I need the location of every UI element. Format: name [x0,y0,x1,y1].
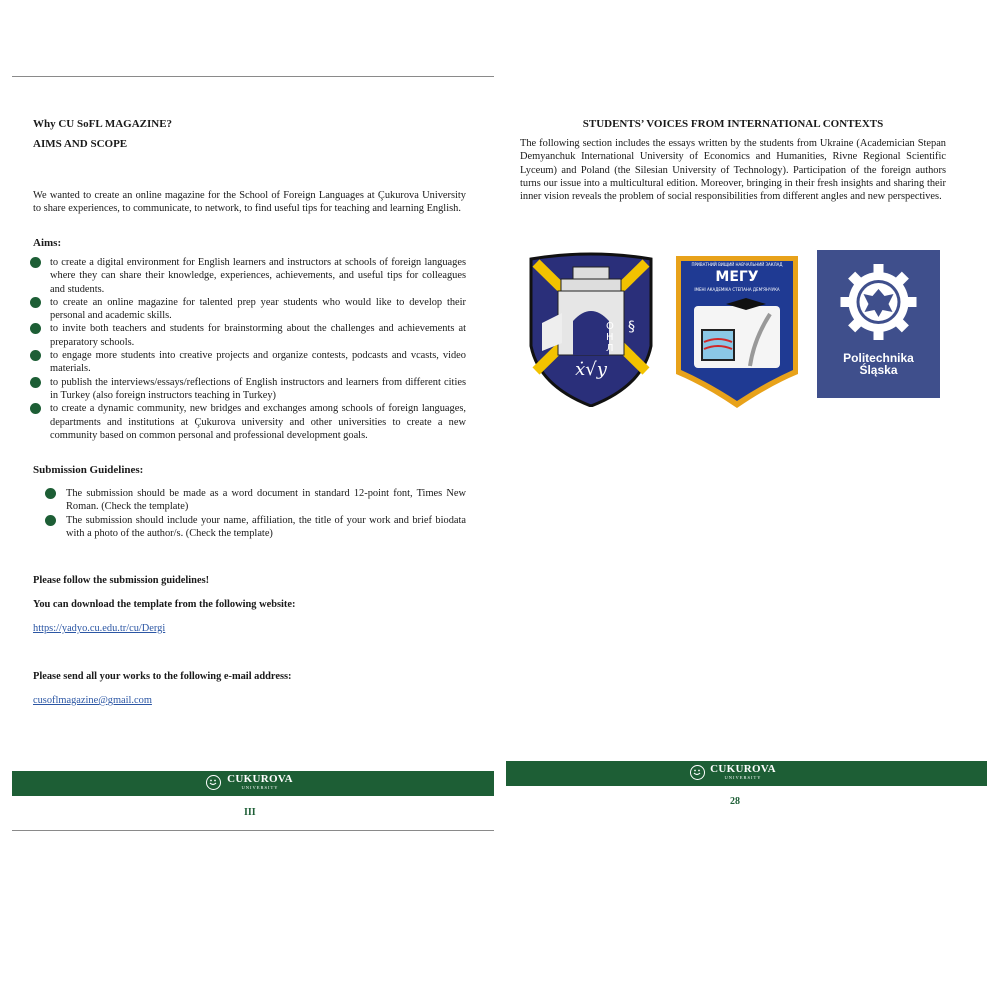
submission-list [45,487,466,540]
magazine-title: Why CU SoFL MAGAZINE? [33,118,173,130]
download-template-text: You can download the template from the following website: [33,599,296,610]
list-item [30,402,466,442]
bullet-icon [30,377,41,388]
brand-subtitle: UNIVERSITY [241,785,279,790]
bullet-icon [45,488,56,499]
aim-text: to create a dynamic community, new bridges and exchanges among schools of foreign languages, departments and institutions at Çukurova university and other universities to create a new community based on common personal and professional development goals. [50,403,466,441]
page-number-left: III [244,807,256,818]
aim-text: to create a digital environment for English learners and instructors at schools of foreign languages where they can share their knowledge, experiences, achievements, and useful tips for colleagues and students. [50,257,466,295]
poli-line1: Politechnika [843,351,914,365]
politechnika-logo [817,250,940,398]
brand-subtitle: UNIVERSITY [724,775,762,780]
submission-heading: Submission Guidelines: [33,464,144,476]
lyceum-formula: ẋ√y [575,359,607,380]
aim-text: to invite both teachers and students for brainstorming about the challenges and achievements at preparatory schools. [50,323,466,348]
list-item [45,514,466,541]
send-works-text: Please send all your works to the following e-mail address: [33,671,292,682]
megu-top-text: ПРИВАТНИЙ ВИЩИЙ НАВЧАЛЬНИЙ ЗАКЛАД [691,262,783,267]
bullet-icon [30,350,41,361]
footer-brand-left [224,774,296,791]
top-rule-left [12,76,494,77]
section-title: STUDENTS’ VOICES FROM INTERNATIONAL CONTEXTS [582,118,884,130]
brand-name: CUKUROVA [227,773,293,785]
list-item [30,256,466,296]
list-item [30,376,466,403]
aim-text: to create an online magazine for talented prep year students who would like to develop their personal and academic skills. [50,296,466,322]
list-item [30,296,466,323]
submission-text: The submission should be made as a word document in standard 12-point font, Times New Roman. (Check the template) [66,488,466,513]
bullet-icon [30,323,41,334]
megu-name: МЕГУ [715,269,759,285]
email-link[interactable]: cusoflmagazine@gmail.com [33,695,152,706]
template-url-link[interactable]: https://yadyo.cu.edu.tr/cu/Dergi [33,623,166,634]
megu-shield-logo [674,254,800,410]
list-item [30,322,466,349]
page-number-right: 28 [730,796,740,807]
lyceum-shield-logo [528,251,654,407]
bullet-icon [30,257,41,268]
submission-text: The submission should include your name, affiliation, the title of your work and brief biodata with a photo of the author/s. (Check the template) [66,514,466,539]
follow-guidelines-text: Please follow the submission guidelines! [33,575,210,586]
aims-heading: Aims: [33,237,62,249]
aim-text: to publish the interviews/essays/reflections of English instructors and learners from different cities in Turkey (also foreign instructors teaching in Turkey) [50,376,466,401]
aims-scope-heading: AIMS AND SCOPE [33,138,128,150]
university-logo-icon [206,775,221,790]
aims-list [30,256,466,442]
bullet-icon [30,403,41,414]
university-logo-icon [690,765,705,780]
list-item [45,487,466,514]
lyceum-letters: ОНЛ [606,321,614,354]
poli-line2: Śląska [859,363,898,377]
megu-sub-text: ІМЕНІ АКАДЕМІКА СТЕПАНА ДЕМ'ЯНЧУКА [694,287,780,292]
bottom-rule-left [12,830,494,831]
bullet-icon [45,515,56,526]
footer-brand-right [707,764,779,781]
brand-name: CUKUROVA [710,763,776,775]
section-body: The following section includes the essays written by the students from Ukraine (Academician Stepan Demyanchuk International University of Economics and Humanities, Rivne Regional Scientific Lyceum) and Poland (the Silesian University of Technology). Participation of the foreign authors turns our issue into a multicultural edition. Moreover, bringing in their fresh insights and sharing their inner vision reveals the problem of social responsibilities from different angles and new perspectives. [520,138,946,203]
svg-text:§: § [628,319,635,335]
list-item [30,349,466,376]
intro-paragraph: We wanted to create an online magazine for the School of Foreign Languages at Çukurova University to share experiences, to communicate, to network, to find useful tips for teaching and learning English. [33,190,466,215]
aim-text: to engage more students into creative projects and organize contests, podcasts and vcasts, video materials. [50,350,466,375]
bullet-icon [30,297,41,308]
